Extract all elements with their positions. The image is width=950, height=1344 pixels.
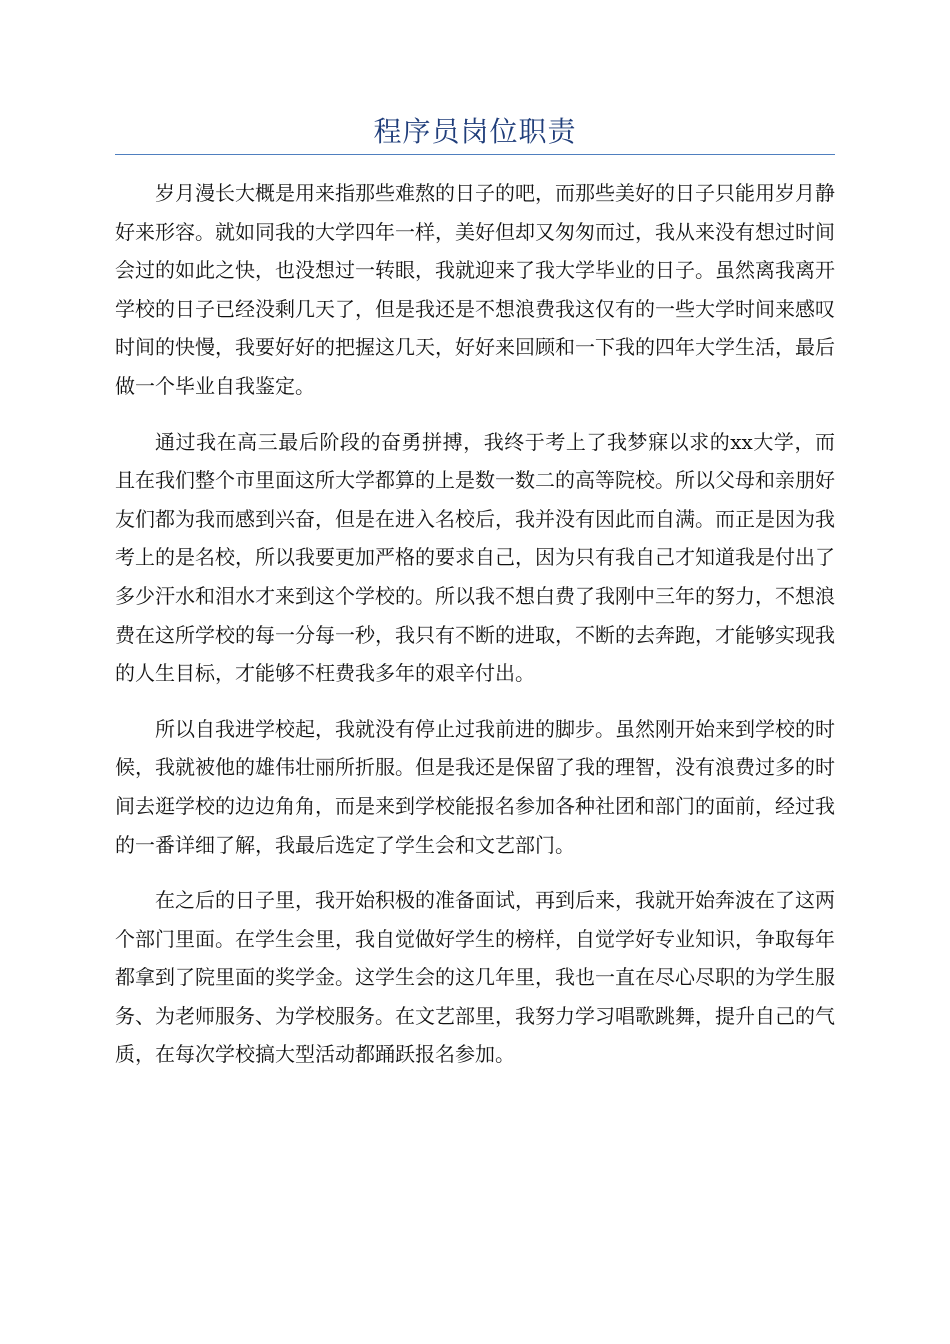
paragraph-4: 在之后的日子里，我开始积极的准备面试，再到后来，我就开始奔波在了这两个部门里面。在学生会里，我自觉做好学生的榜样，自觉学好专业知识，争取每年都拿到了院里面的奖学金。这学生会的这几年里，我也一直在尽心尽职的为学生服务、为老师服务、为学校服务。在文艺部里，我努力学习唱歌跳舞，提升自己的气质，在每次学校搞大型活动都踊跃报名参加。 [115, 888, 835, 1067]
paragraph-3: 所以自我进学校起，我就没有停止过我前进的脚步。虽然刚开始来到学校的时候，我就被他的雄伟壮丽所折服。但是我还是保留了我的理智，没有浪费过多的时间去逛学校的边边角角，而是来到学校能报名参加各种社团和部门的面前，经过我的一番详细了解，我最后选定了学生会和文艺部门。 [115, 716, 835, 857]
title-underline [115, 154, 835, 155]
paragraph-1: 岁月漫长大概是用来指那些难熬的日子的吧，而那些美好的日子只能用岁月静好来形容。就如同我的大学四年一样，美好但却又匆匆而过，我从来没有想过时间会过的如此之快，也没想过一转眼，我就迎来了我大学毕业的日子。虽然离我离开学校的日子已经没剩几天了，但是我还是不想浪费我这仅有的一些大学时间来感叹时间的快慢，我要好好的把握这几天，好好来回顾和一下我的四年大学生活，最后做一个毕业自我鉴定。 [115, 181, 835, 398]
document-body [115, 174, 835, 1091]
paragraph-2: 通过我在高三最后阶段的奋勇拼搏，我终于考上了我梦寐以求的xx大学，而且在我们整个市里面这所大学都算的上是数一数二的高等院校。所以父母和亲朋好友们都为我而感到兴奋，但是在进入名校后，我并没有因此而自满。而正是因为我考上的是名校，所以我要更加严格的要求自己，因为只有我自己才知道我是付出了多少汗水和泪水才来到这个学校的。所以我不想白费了我刚中三年的努力，不想浪费在这所学校的每一分每一秒，我只有不断的进取，不断的去奔跑，才能够实现我的人生目标，才能够不枉费我多年的艰辛付出。 [115, 429, 835, 686]
document-title: 程序员岗位职责 [373, 115, 577, 148]
